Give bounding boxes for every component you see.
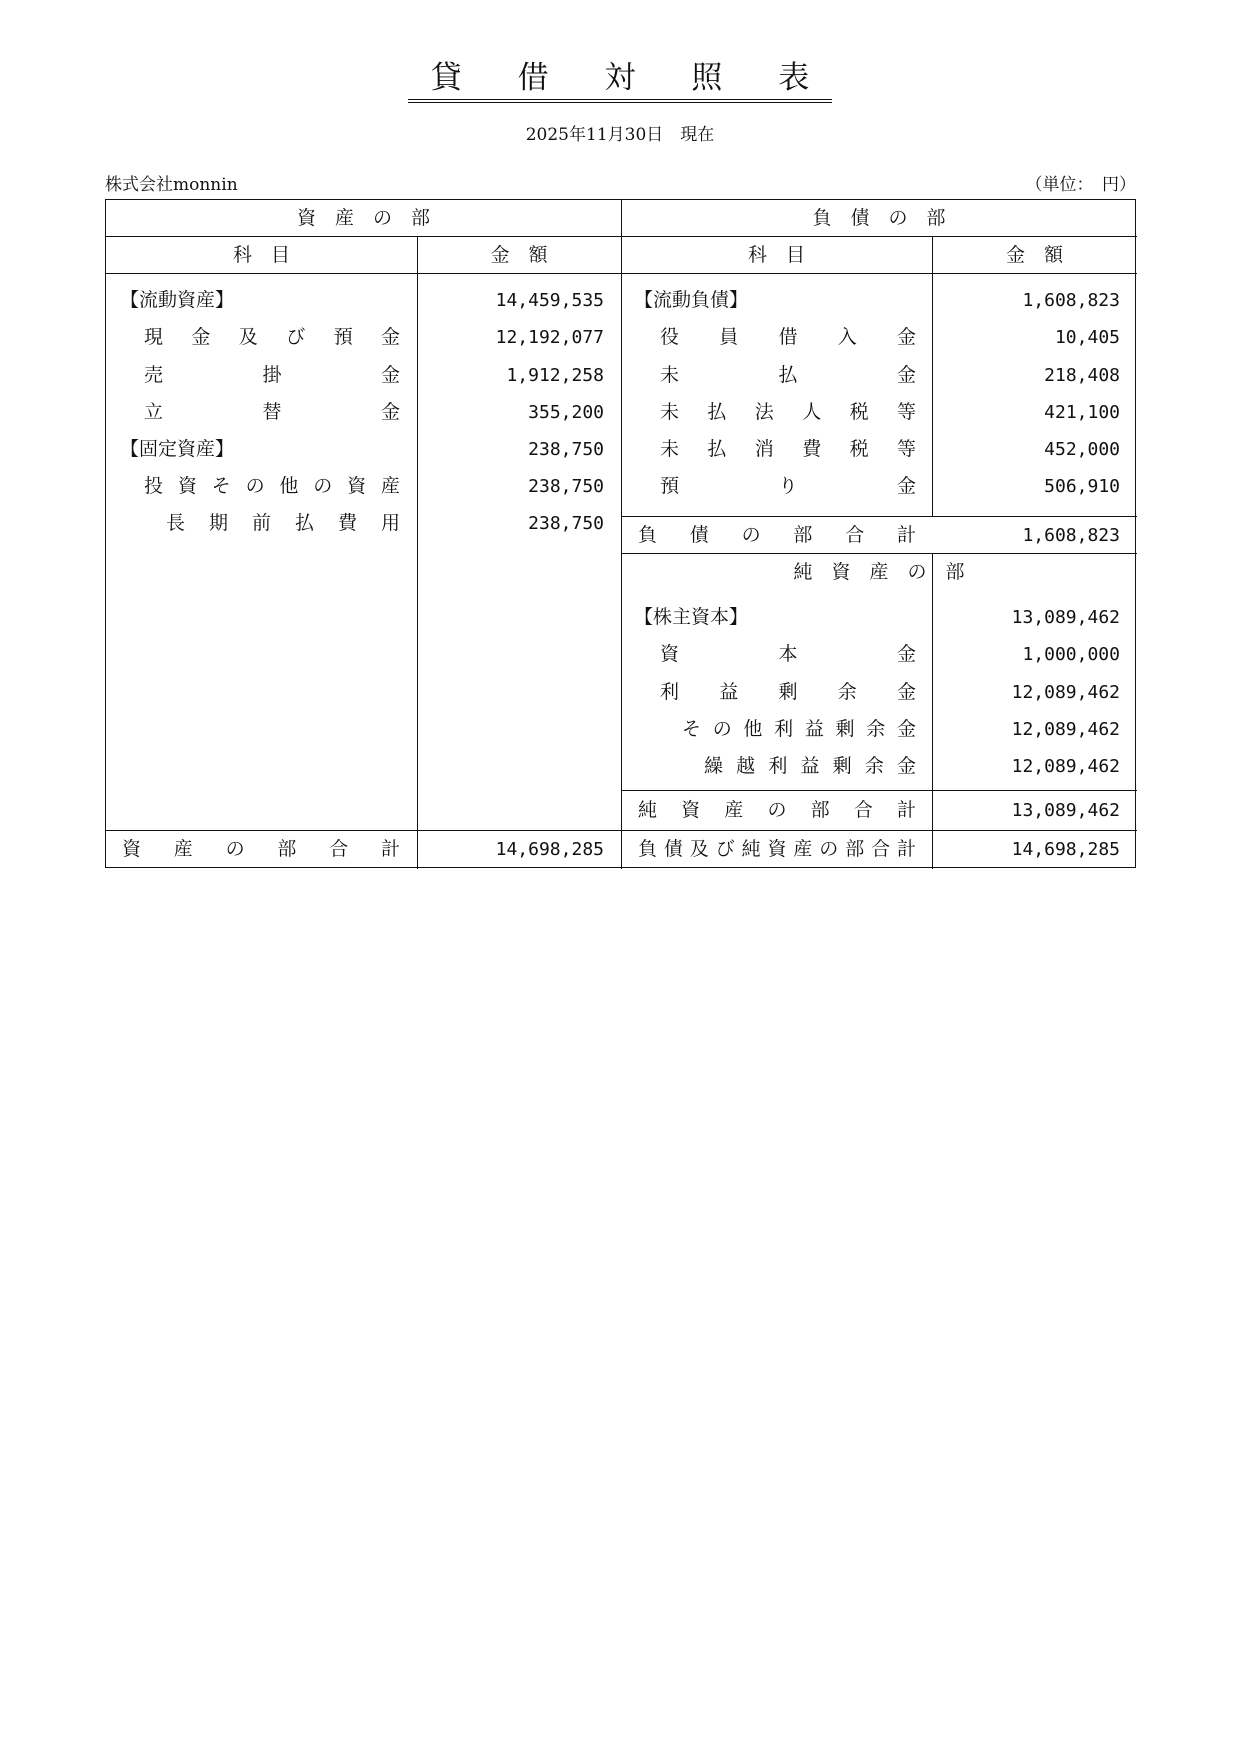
liabilities-total-value: 1,608,823 [1022, 525, 1120, 546]
net-assets-row-value: 1,000,000 [1022, 644, 1120, 665]
net-assets-row-value: 12,089,462 [1011, 756, 1120, 777]
assets-row-label: 売掛金 [144, 364, 400, 386]
liabilities-row-label: 未払消費税等 [660, 438, 916, 460]
net-assets-row-label: 繰越利益剰余金 [704, 755, 916, 777]
assets-row-value: 355,200 [528, 402, 604, 423]
report-date: 2025年11月30日 現在 [525, 125, 715, 145]
liabilities-net-assets-total-label: 負債及び純資産の部合計 [638, 838, 916, 860]
net-assets-row-value: 12,089,462 [1011, 719, 1120, 740]
net-assets-row-label: その他利益剰余金 [682, 718, 916, 740]
net-assets-row-label: 【株主資本】 [634, 606, 749, 628]
assets-row-label: 立替金 [144, 401, 400, 423]
liabilities-row-value: 1,608,823 [1022, 290, 1120, 311]
assets-section-header: 資 産 の 部 [296, 207, 430, 229]
liabilities-row-value: 218,408 [1044, 365, 1120, 386]
liabilities-row-label: 預り金 [660, 475, 916, 497]
assets-total-label: 資産の部合計 [122, 838, 400, 860]
net-assets-row-value: 12,089,462 [1011, 682, 1120, 703]
net-assets-total-value: 13,089,462 [1011, 800, 1120, 821]
liabilities-row-label: 未払法人税等 [660, 401, 916, 423]
rule [621, 790, 1137, 791]
liabilities-row-value: 421,100 [1044, 402, 1120, 423]
liabilities-row-label: 役員借入金 [660, 326, 916, 348]
assets-item-header: 科 目 [232, 244, 290, 266]
assets-row-label: 長期前払費用 [166, 512, 400, 534]
unit-label: （単位： 円） [1025, 175, 1136, 195]
assets-row-value: 14,459,535 [495, 290, 604, 311]
title-text: 貸 借 対 照 表 [408, 60, 832, 103]
liabilities-row-label: 【流動負債】 [634, 289, 749, 311]
balance-sheet-table [105, 199, 1136, 868]
liabilities-row-value: 506,910 [1044, 476, 1120, 497]
assets-row-label: 【流動資産】 [120, 289, 235, 311]
liabilities-amount-header: 金 額 [1005, 244, 1063, 266]
net-assets-row-label: 資本金 [660, 643, 916, 665]
company-name: 株式会社monnin [105, 175, 238, 195]
liabilities-row-value: 10,405 [1054, 327, 1120, 348]
liabilities-row-label: 未払金 [660, 364, 916, 386]
assets-row-label: 【固定資産】 [120, 438, 235, 460]
liabilities-row-value: 452,000 [1044, 439, 1120, 460]
rule [621, 200, 622, 869]
document-title [0, 60, 1240, 103]
net-assets-row-value: 13,089,462 [1011, 607, 1120, 628]
assets-row-value: 238,750 [528, 439, 604, 460]
assets-row-value: 12,192,077 [495, 327, 604, 348]
assets-row-label: 投資その他の資産 [144, 475, 400, 497]
assets-row-label: 現金及び預金 [144, 326, 400, 348]
liabilities-item-header: 科 目 [747, 244, 805, 266]
liabilities-total-label: 負債の部合計 [638, 524, 916, 546]
assets-row-value: 238,750 [528, 476, 604, 497]
assets-total-value: 14,698,285 [495, 839, 604, 860]
net-assets-total-label: 純資産の部合計 [638, 799, 916, 821]
net-assets-row-label: 利益剰余金 [660, 681, 916, 703]
liabilities-net-assets-total-value: 14,698,285 [1011, 839, 1120, 860]
assets-amount-header: 金 額 [490, 244, 548, 266]
net-assets-section-header: 純 資 産 の 部 [793, 561, 965, 583]
assets-row-value: 1,912,258 [506, 365, 604, 386]
liabilities-section-header: 負 債 の 部 [812, 207, 946, 229]
assets-row-value: 238,750 [528, 513, 604, 534]
